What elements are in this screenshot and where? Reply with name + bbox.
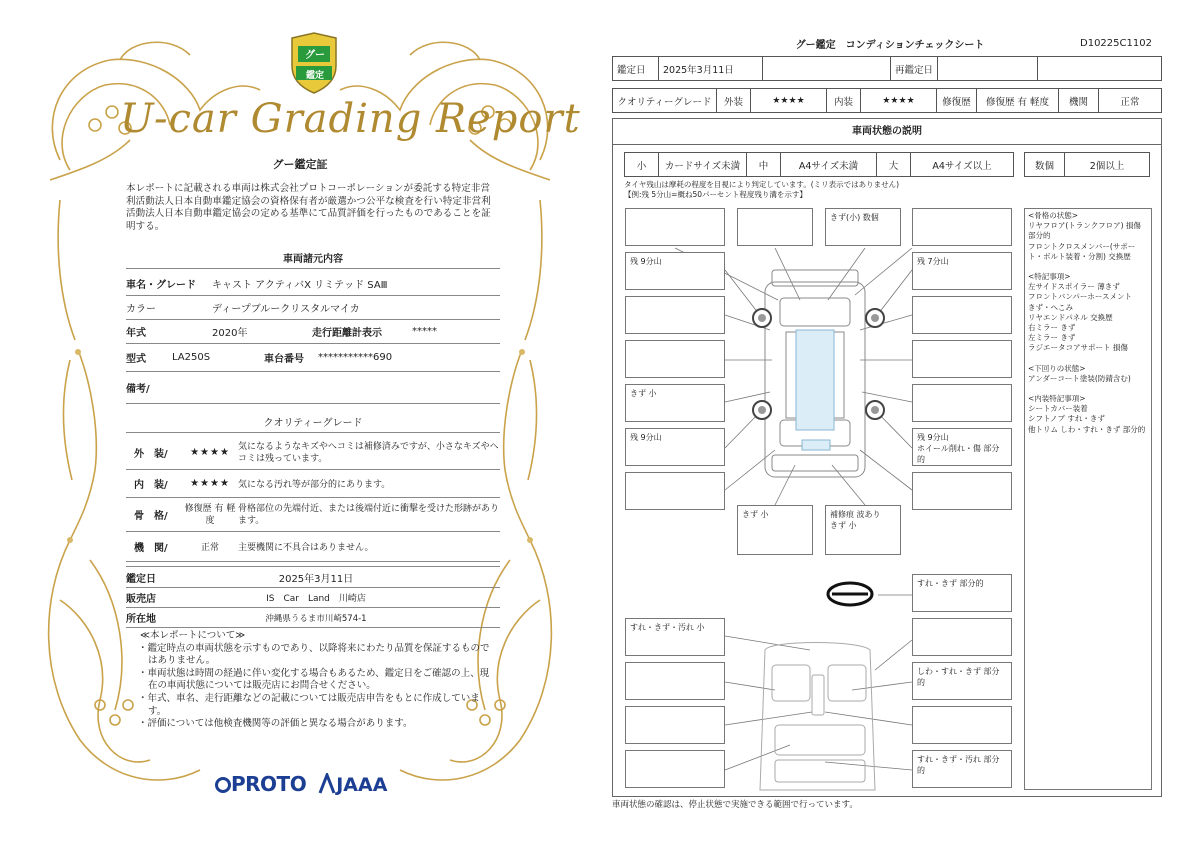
summary-line: シートカバー装着 [1028, 404, 1088, 414]
certificate-text: 本レポートに記載される車両は株式会社プロトコーポレーションが委託する特定非営利活動法人日本自動車鑑定協会の資格保有者が厳選かつ公平な検査を行い特定非営利活動法人日本自動車鑑定協会の定める基準にて品質評価を行ったものであることを証明する。 [126, 183, 491, 232]
info-row-address [126, 608, 500, 628]
label: 走行距離計表示 [312, 328, 382, 339]
jaaa-logo-text: JAAA [336, 773, 388, 796]
summary-line: <特記事項> [1028, 272, 1071, 282]
legend-large-desc: A4サイズ以上 [911, 153, 1014, 177]
value: 2020年 [212, 328, 248, 339]
callout-box-steering: すれ・きず 部分的 [912, 574, 1012, 612]
callout-box [912, 706, 1012, 744]
legend-medium-desc: A4サイズ未満 [781, 153, 877, 177]
summary-line: <下回りの状態> [1028, 363, 1086, 373]
callout-box-left-rear-tire: 残 9分山 [625, 428, 725, 466]
legend-count-desc: 2個以上 [1065, 153, 1150, 177]
callout-box [625, 208, 725, 246]
callout-box [625, 472, 725, 510]
label: 車名・グレード [126, 280, 196, 291]
condition-summary [1024, 208, 1152, 790]
desc: 気になるようなキズやヘコミは補修済みですが、小さなキズやヘコミは残っています。 [238, 441, 499, 464]
label: 外 装/ [134, 449, 168, 460]
divider [126, 268, 500, 269]
goo-kantei-badge-icon [286, 32, 342, 94]
report-title: U-car Grading Report [120, 96, 581, 142]
sheet-footer: 車両状態の確認は、停止状態で実施できる範囲で行っています。 [612, 800, 858, 810]
quality-row-interior [126, 470, 500, 498]
steering-wheel-icon [828, 583, 872, 605]
note-item: ・鑑定時点の車両状態を示すものであり、以降将来にわたり品質を保証するものではありません。 [138, 642, 490, 667]
callout-box [625, 750, 725, 788]
label: 備考/ [126, 384, 150, 395]
info-row-shop [126, 588, 500, 608]
section-title: 車両状態の説明 [613, 119, 1161, 145]
legend-medium: 中 [747, 153, 781, 177]
document-id: D10225C1102 [1080, 38, 1152, 49]
quality-label: クオリティーグレード [613, 89, 717, 113]
value: ***********690 [318, 352, 393, 363]
summary-line: 他トリム しわ・すれ・きず 部分的 [1028, 424, 1146, 434]
summary-line: アンダーコート塗装(防錆含む) [1028, 373, 1131, 383]
spec-row-remarks [126, 372, 500, 404]
callout-box-front-seat-left: すれ・きず・汚れ 小 [625, 618, 725, 656]
label: 骨 格/ [134, 511, 168, 522]
proto-mark-icon [215, 777, 231, 793]
callout-box [625, 296, 725, 334]
summary-line: フロントクロスメンバー(サポート・ボルト装着・分割) 交換歴 [1028, 241, 1136, 261]
spec-row-name [126, 272, 500, 296]
summary-line: リヤエンドパネル 交換歴 [1028, 312, 1113, 322]
label: 年式 [126, 328, 146, 339]
note-item: ・年式、車名、走行距離などの記載については販売店申告をもとに作成しています。 [138, 692, 480, 717]
summary-line: 左サイドスポイラー 薄きず [1028, 282, 1120, 292]
repair-label: 修復歴 [937, 89, 977, 113]
callout-box [912, 296, 1012, 334]
note-item: ・車両状態は時間の経過に伴い変化する場合もあるため、鑑定日をご確認の上、現在の車両状態については販売店にお問合せください。 [138, 667, 490, 692]
label: 機 関/ [134, 543, 168, 554]
callout-box [912, 472, 1012, 510]
value: 2025年3月11日 [278, 573, 354, 585]
callout-box-left-front-tire: 残 9分山 [625, 252, 725, 290]
proto-logo-text: PROTO [231, 772, 307, 796]
spec-row-year [126, 320, 500, 344]
value: 沖縄県うるま市川崎574-1 [265, 613, 367, 624]
tire-note-line: 【例:残 5分山=概ね50パーセント程度残り溝を示す】 [624, 190, 807, 199]
redate-label: 再鑑定日 [891, 57, 938, 81]
callout-box-bottom-left: きず 小 [737, 505, 813, 555]
summary-spacer [1028, 262, 1148, 272]
value: ディープブルークリスタルマイカ [212, 304, 360, 315]
spec-section-title: 車両諸元内容 [283, 254, 343, 265]
date-label: 鑑定日 [613, 57, 659, 81]
legend-small: 小 [625, 153, 659, 177]
summary-spacer [1028, 384, 1148, 394]
summary-line: 左ミラー きず [1028, 333, 1076, 343]
quality-row-engine [126, 532, 500, 562]
summary-line: シフトノブ すれ・きず [1028, 414, 1105, 424]
condition-check-sheet [600, 0, 1200, 848]
legend-small-desc: カードサイズ未満 [659, 153, 747, 177]
callout-box [912, 208, 1012, 246]
callout-box-rear-seat: すれ・きず・汚れ 部分的 [912, 750, 1012, 788]
grade: ★★★★ [190, 478, 230, 489]
summary-line: 右ミラー きず [1028, 323, 1076, 333]
footer-logos [215, 770, 415, 798]
grade: 修復歴 有 軽度 [184, 503, 236, 526]
jaaa-mark-icon [318, 773, 336, 795]
engine-label: 機関 [1059, 89, 1099, 113]
desc: 骨格部位の先端付近、または後端付近に衝撃を受けた形跡があります。 [238, 503, 500, 526]
summary-spacer [1028, 354, 1148, 364]
summary-line: <骨格の状態> [1028, 211, 1079, 220]
label: 鑑定日 [126, 573, 156, 585]
quality-row-frame [126, 498, 500, 532]
summary-line: リヤフロア(トランクフロア) 損傷 部分的 [1028, 221, 1141, 241]
desc: 主要機関に不具合はありません。 [238, 543, 374, 553]
callout-box [625, 340, 725, 378]
certificate-title: グー鑑定証 [272, 158, 328, 171]
callout-box [912, 384, 1012, 422]
callout-box [912, 340, 1012, 378]
label: 車台番号 [264, 354, 304, 365]
date-value: 2025年3月11日 [659, 57, 763, 81]
ext-value: ★★★★ [751, 89, 827, 113]
callout-box-bottom-right: 補修痕 波あり きず 小 [825, 505, 901, 555]
legend-large: 大 [877, 153, 911, 177]
label: カラー [126, 304, 156, 315]
desc: 気になる汚れ等が部分的にあります。 [238, 480, 391, 490]
ext-label: 外装 [717, 89, 751, 113]
spec-row-model [126, 344, 500, 372]
summary-line: ラジエータコアサポート 損傷 [1028, 343, 1128, 353]
value: LA250S [172, 352, 211, 363]
quality-section-title: クオリティーグレード [263, 418, 363, 429]
label: 所在地 [126, 614, 156, 625]
jaaa-logo [318, 773, 387, 796]
legend-count: 数個 [1025, 153, 1065, 177]
tire-note-line: タイヤ残山は摩耗の程度を目視により判定しています。(ミリ表示ではありません) [624, 180, 900, 189]
callout-box [625, 662, 725, 700]
engine-value: 正常 [1099, 89, 1162, 113]
sheet-title: グー鑑定 コンディションチェックシート [795, 40, 985, 51]
proto-logo [215, 772, 306, 796]
int-label: 内装 [827, 89, 861, 113]
spec-row-color [126, 296, 500, 320]
label: 内 装/ [134, 480, 168, 491]
callout-box-right-front-tire: 残 7分山 [912, 252, 1012, 290]
callout-box [625, 706, 725, 744]
callout-box-right-rear-tire: 残 9分山 ホイール削れ・傷 部分的 [912, 428, 1012, 466]
report-notes [136, 630, 496, 731]
callout-box [912, 618, 1012, 656]
summary-line: <内装特記事項> [1028, 394, 1086, 404]
callout-box [737, 208, 813, 246]
info-row-date [126, 566, 500, 588]
callout-box-left-mid: きず 小 [625, 384, 725, 422]
value: キャスト アクティバX リミテッド SAⅢ [212, 280, 388, 291]
grade: 正常 [200, 543, 219, 553]
repair-value: 修復歴 有 軽度 [977, 89, 1059, 113]
notes-title: ≪本レポートについて≫ [140, 630, 246, 641]
summary-line: フロントバンパーホースメント [1028, 292, 1132, 302]
callout-box-front-seat-right: しわ・すれ・きず 部分的 [912, 662, 1012, 700]
quality-row-exterior [126, 436, 500, 470]
badge-top-text: グー [305, 50, 325, 61]
value: ***** [412, 326, 437, 337]
divider [126, 432, 500, 433]
note-item: ・評価については他検査機関等の評価と異なる場合があります。 [138, 718, 413, 730]
value: IS Car Land 川崎店 [266, 594, 366, 604]
grade: ★★★★ [190, 447, 230, 458]
summary-line: きず・へこみ [1028, 302, 1073, 312]
badge-bottom-text: 鑑定 [305, 71, 324, 81]
label: 販売店 [126, 594, 156, 605]
int-value: ★★★★ [861, 89, 937, 113]
callout-box-top-mid: きず(小) 数個 [825, 208, 901, 246]
label: 型式 [126, 354, 146, 365]
